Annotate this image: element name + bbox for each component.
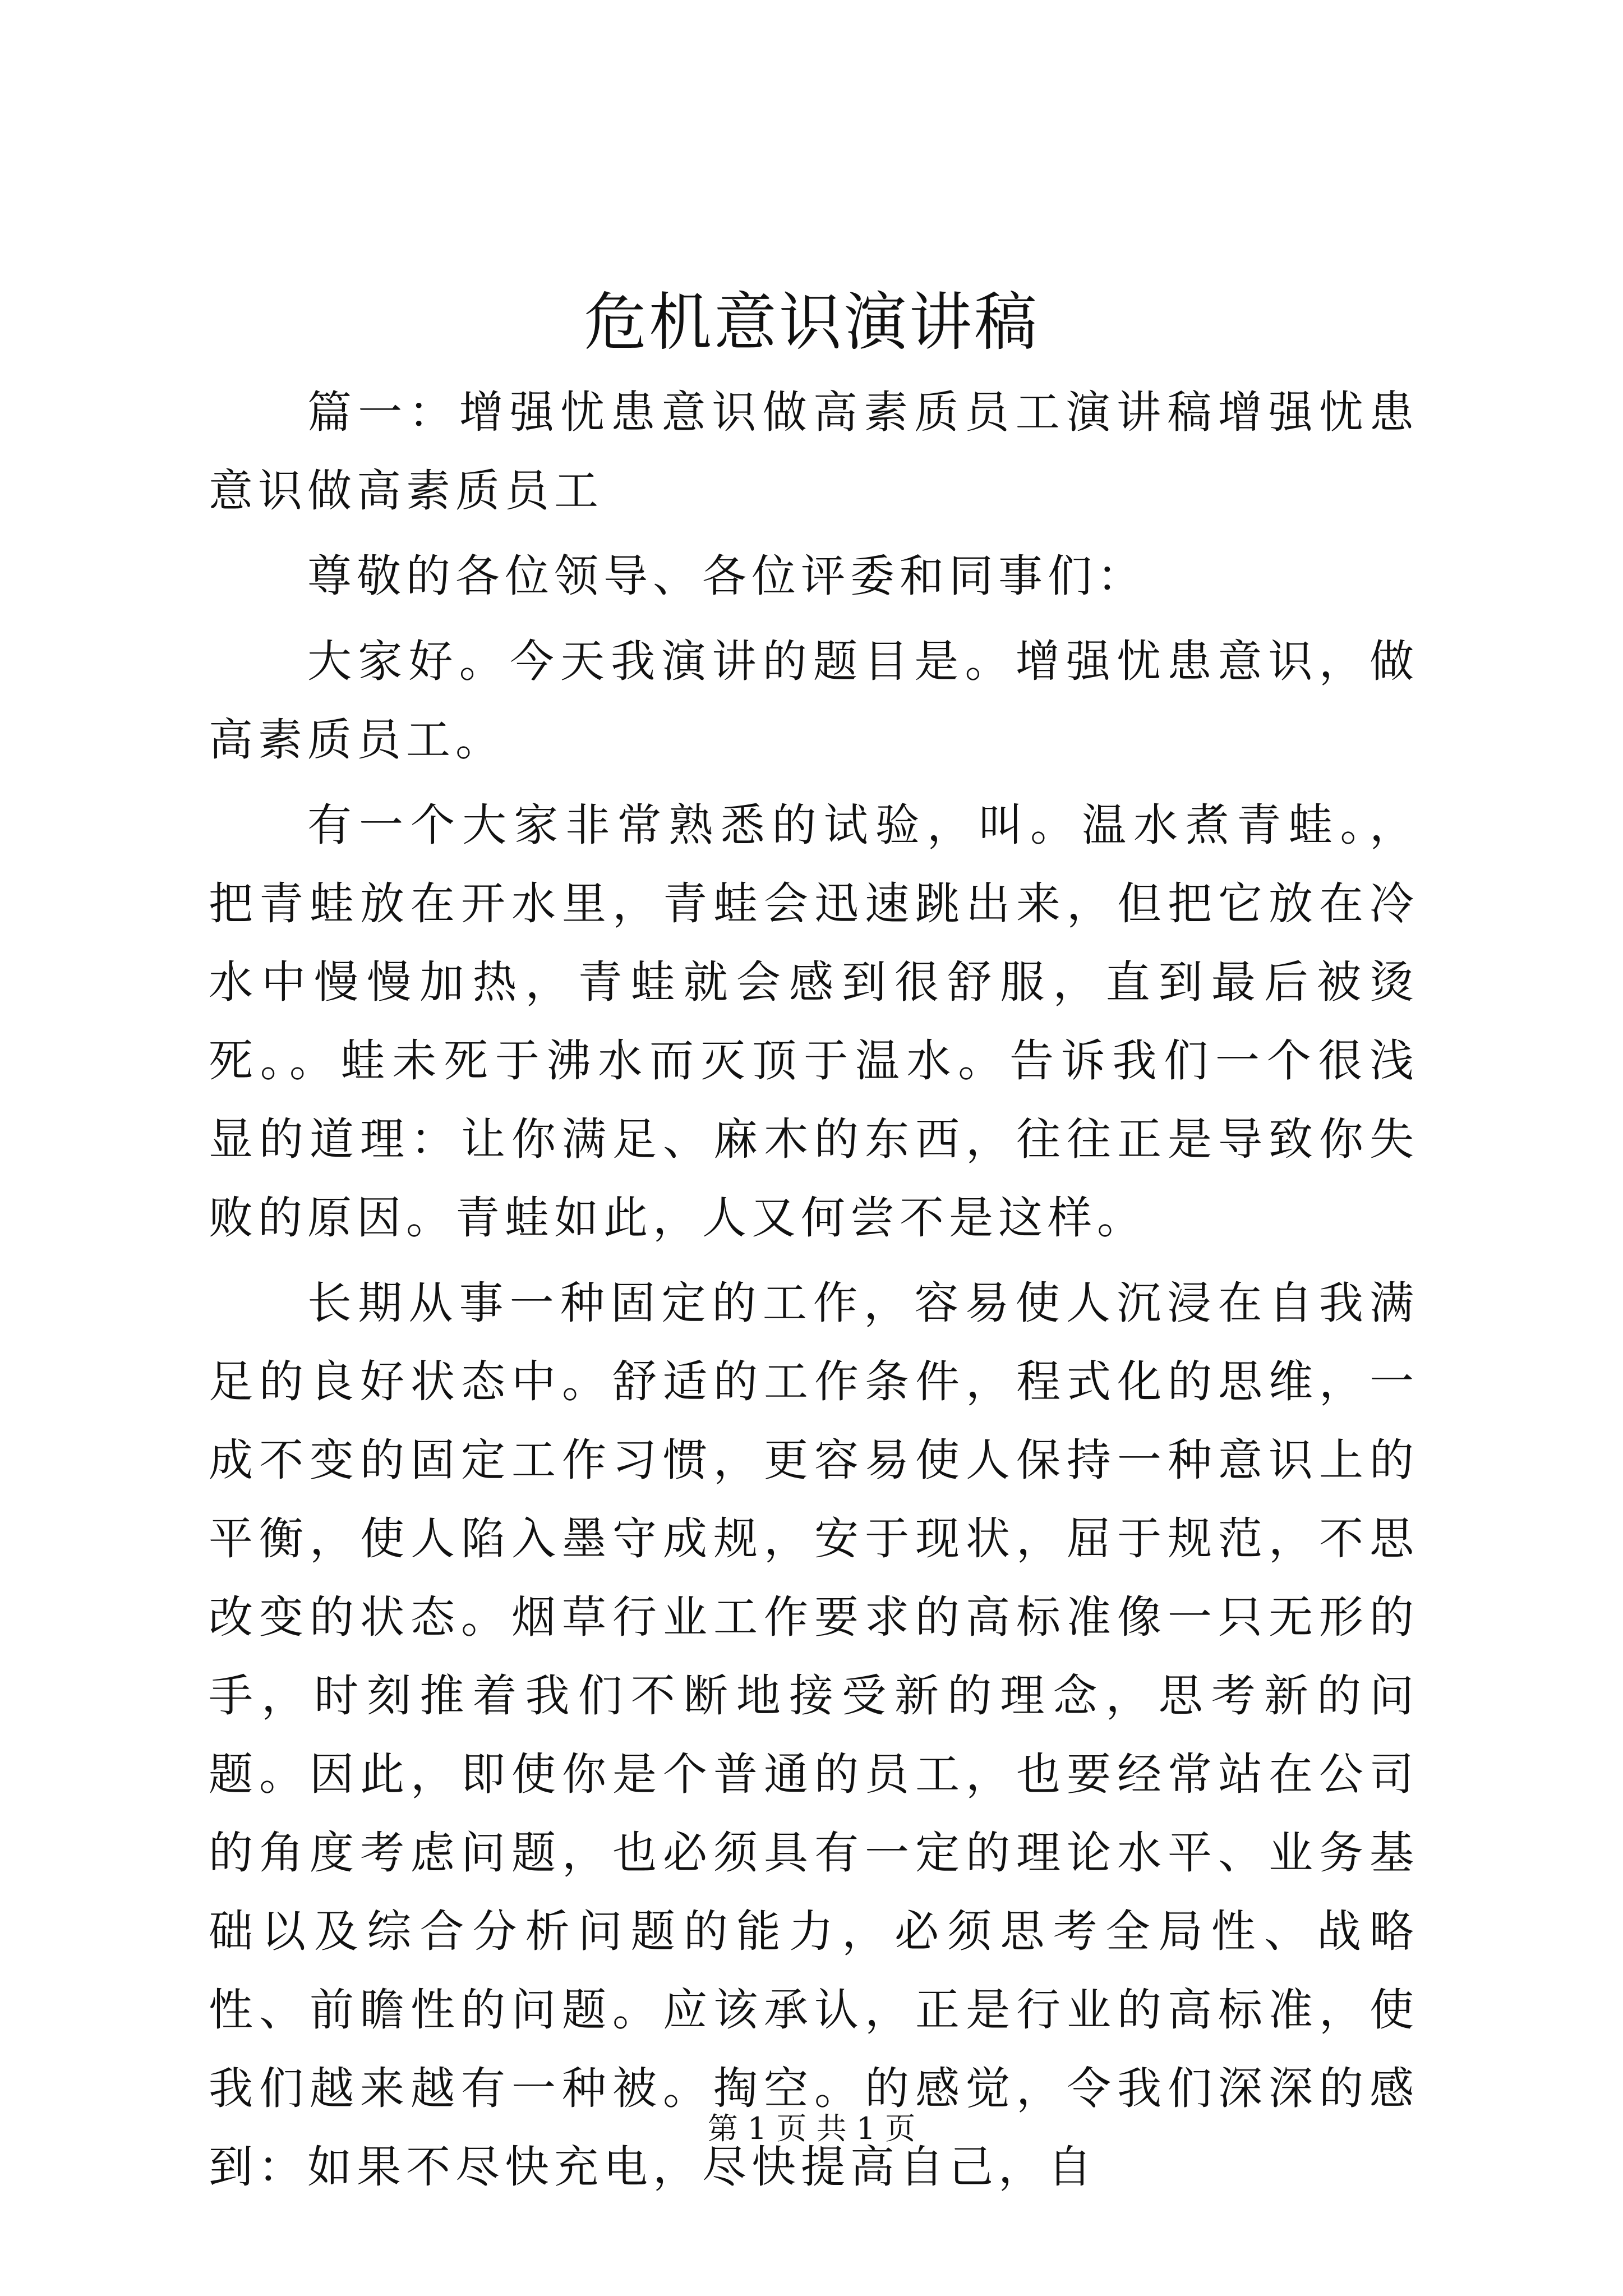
paragraph: 长期从事一种固定的工作，容易使人沉浸在自我满足的良好状态中。舒适的工作条件，程式化的思维，一成不变的固定工作习惯，更容易使人保持一种意识上的平衡，使人陷入墨守成规，安于现状，屈于规范，不思改变的状态。烟草行业工作要求的高标准像一只无形的手，时刻推着我们不断地接受新的理念，思考新的问题。因此，即使你是个普通的员工，也要经常站在公司的角度考虑问题，也必须具有一定的理论水平、业务基础以及综合分析问题的能力，必须思考全局性、战略性、前瞻性的问题。应该承认，正是行业的高标准，使我们越来越有一种被。掏空。的感觉，令我们深深的感到：如果不尽快充电，尽快提高自己，自 [209, 1277, 1419, 2193]
document-title: 危机意识演讲稿 [584, 286, 1039, 359]
paragraph: 尊敬的各位领导、各位评委和同事们： [307, 550, 1146, 602]
paragraph: 篇一：增强忧患意识做高素质员工演讲稿增强忧患意识做高素质员工 [209, 386, 1419, 517]
paragraph: 大家好。今天我演讲的题目是。增强忧患意识，做高素质员工。 [209, 636, 1419, 766]
page-number-footer: 第 1 页 共 1 页 [707, 2111, 916, 2146]
document-body [209, 373, 1419, 2213]
paragraph: 有一个大家非常熟悉的试验，叫。温水煮青蛙。，把青蛙放在开水里，青蛙会迅速跳出来，但把它放在冷水中慢慢加热，青蛙就会感到很舒服，直到最后被烫死。。蛙未死于沸水而灭顶于温水。告诉我们一个很浅显的道理：让你满足、麻木的东西，往往正是导致你失败的原因。青蛙如此，人又何尝不是这样。 [209, 799, 1419, 1244]
